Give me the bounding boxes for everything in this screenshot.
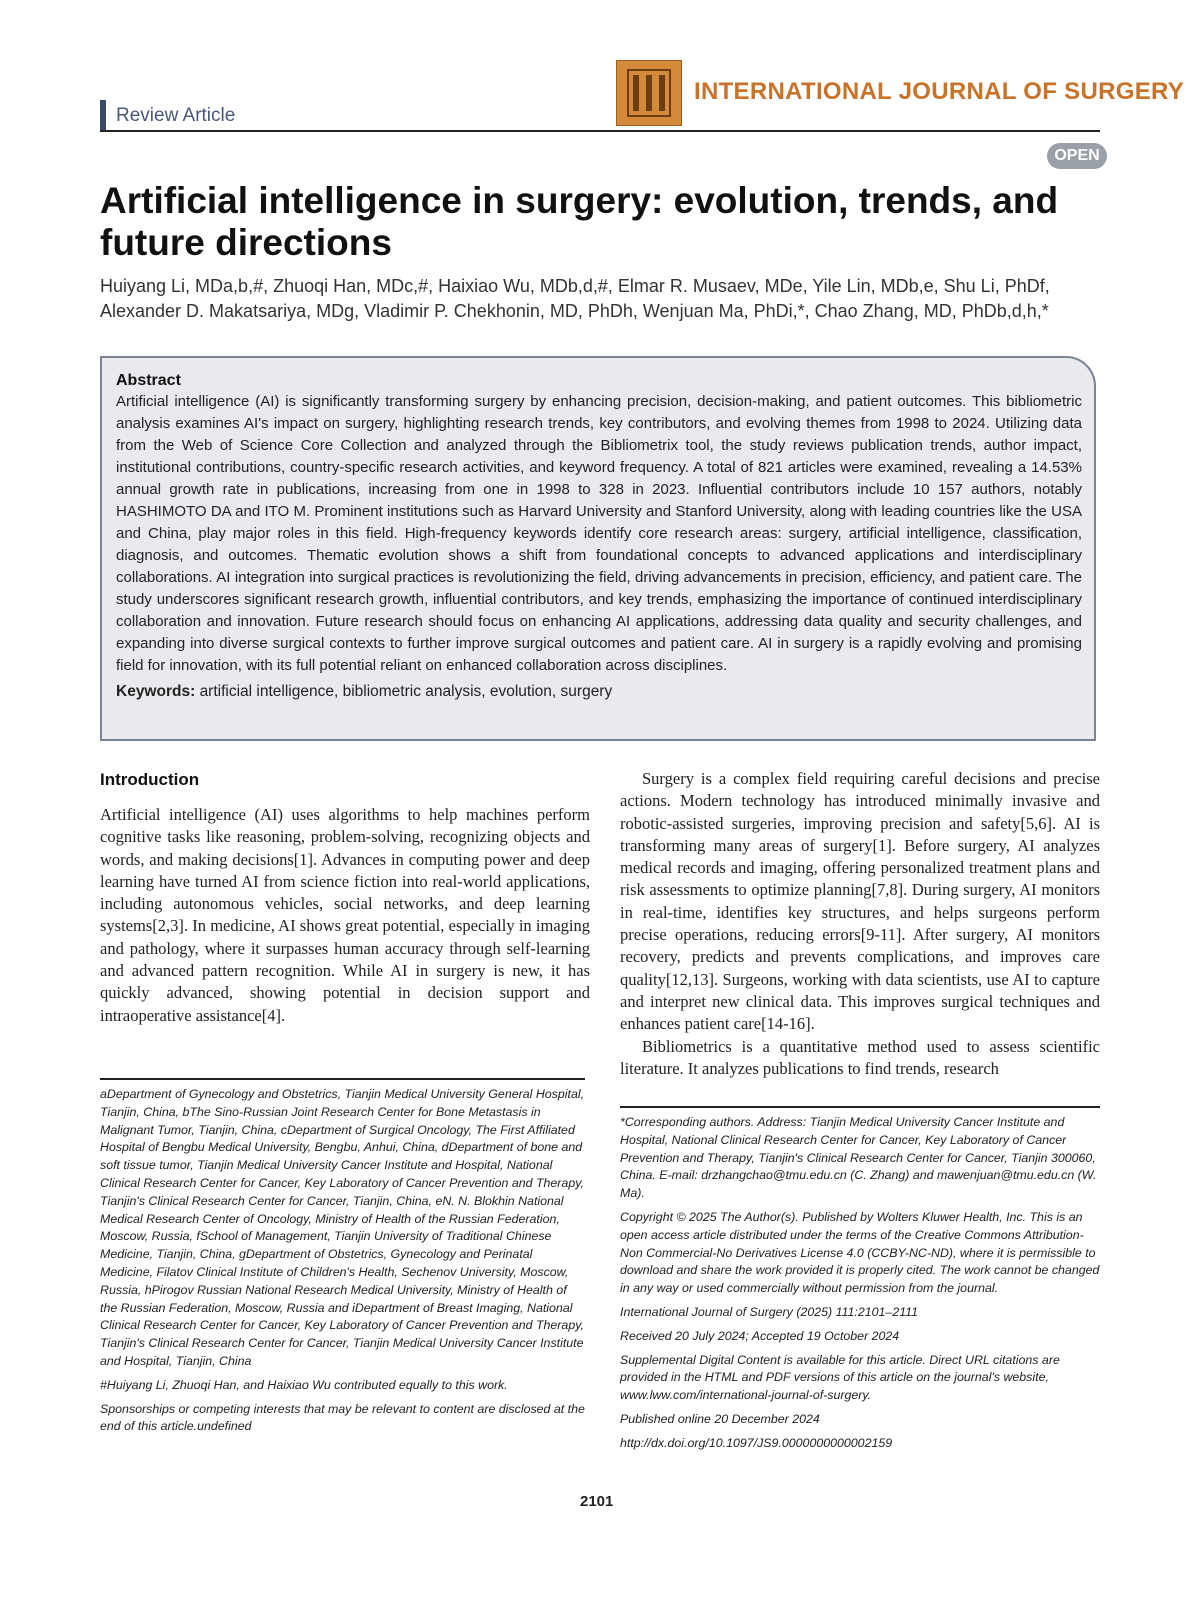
sponsorship-note: Sponsorships or competing interests that may be relevant to content are disclosed at the end of this article.undefined xyxy=(100,1401,585,1434)
abstract-heading: Abstract xyxy=(116,372,181,389)
keywords-label: Keywords: xyxy=(116,683,196,700)
author-line-1: Huiyang Li, MDa,b,#, Zhuoqi Han, MDc,#, Haixiao Wu, MDb,d,#, Elmar R. Musaev, MDe, Yile Lin, MDb,e, Shu Li, PhDf, xyxy=(100,276,1050,296)
open-access-badge: OPEN xyxy=(1047,143,1107,169)
received-note: Received 20 July 2024; Accepted 19 October 2024 xyxy=(620,1328,900,1343)
intro-paragraph-3: Bibliometrics is a quantitative method used to assess scientific literature. It analyzes publications to find trends, research xyxy=(620,1036,1100,1078)
author-line-2: Alexander D. Makatsariya, MDg, Vladimir P. Chekhonin, MD, PhDh, Wenjuan Ma, PhDi,*, Chao Zhang, MD, PhDb,d,h,* xyxy=(100,301,1049,321)
introduction-heading: Introduction xyxy=(100,770,200,789)
article-title: Artificial intelligence in surgery: evolution, trends, and future directions xyxy=(100,180,1059,263)
journal-name: INTERNATIONAL JOURNAL OF SURGERY xyxy=(694,78,1185,105)
body-column-right xyxy=(620,768,1100,1080)
supplemental-note: Supplemental Digital Content is available for this article. Direct URL citations are provided in the HTML and PDF versions of this article on the journal's website, www.lww.com/international-journal-of-surgery. xyxy=(620,1352,1060,1403)
citation-note: International Journal of Surgery (2025) 111:2101–2111 xyxy=(620,1304,919,1319)
doi-link[interactable]: http://dx.doi.org/10.1097/JS9.0000000000002159 xyxy=(620,1435,893,1450)
affiliations-note: aDepartment of Gynecology and Obstetrics, Tianjin Medical University General Hospital, Tianjin, China, bThe Sino-Russian Joint Research Center for Bone Metastasis in Malignant Tumor, Tianjin, China, cDepartment of Surgical Oncology, The First Affiliated Hospital of Bengbu Medical University, Bengbu, Anhui, China, dDepartment of bone and soft tissue tumor, Tianjin Medical University Cancer Institute and Hospital, National Clinical Research Center for Cancer, Key Laboratory of Cancer Prevention and Therapy, Tianjin's Clinical Research Center for Cancer, Tianjin, China, eN. N. Blokhin National Medical Research Center of Oncology, Ministry of Health of the Russian Federation, Moscow, Russia, fSchool of Management, Tianjin University of Traditional Chinese Medicine, Tianjin, China, gDepartment of Obstetrics, Gynecology and Perinatal Medicine, Filatov Clinical Institute of Children's Health, Sechenov University, Moscow, Russia, hPirogov Russian National Research Medical University, Ministry of Health of the Russian Federation, Moscow, Russia and iDepartment of Breast Imaging, National Clinical Research Center for Cancer, Key Laboratory of Cancer Prevention and Therapy, Tianjin's Clinical Research Center for Cancer, Tianjin Medical University Cancer Institute and Hospital, Tianjin, China xyxy=(100,1087,585,1368)
corresponding-note: *Corresponding authors. Address: Tianjin Medical University Cancer Institute and Hospital, National Clinical Research Center for Cancer, Key Laboratory of Cancer Prevention and Therapy, Tianjin's Clinical Research Center for Cancer, Tianjin 300060, China. E-mail: drzhangchao@tmu.edu.cn (C. Zhang) and mawenjuan@tmu.edu.cn (W. Ma). xyxy=(620,1115,1097,1201)
abstract-box xyxy=(100,356,1096,741)
footnote-divider-right xyxy=(620,1106,1100,1108)
body-column-left xyxy=(100,804,590,1027)
keywords-list: artificial intelligence, bibliometric analysis, evolution, surgery xyxy=(199,683,613,700)
journal-logo xyxy=(616,60,682,126)
copyright-note: Copyright © 2025 The Author(s). Published by Wolters Kluwer Health, Inc. This is an open access article distributed under the terms of the Creative Commons Attribution-Non Commercial-No Derivatives License 4.0 (CCBY-NC-ND), where it is permissible to download and share the work provided it is properly cited. The work cannot be changed in any way or used commercially without permission from the journal. xyxy=(620,1209,1100,1296)
footnotes-left xyxy=(100,1086,585,1442)
intro-paragraph-2: Surgery is a complex field requiring careful decisions and precise actions. Modern technology has introduced minimally invasive and robotic-assisted surgeries, improving precision and safety[5,6]. AI is transforming many areas of surgery[1]. Before surgery, AI analyzes medical records and imaging, offering personalized treatment plans and risk assessments to optimize planning[7,8]. During surgery, AI monitors in real-time, identifies key structures, and helps surgeons perform precise operations, reducing errors[9-11]. After surgery, AI monitors recovery, predicts and prevents complications, and improves care quality[12,13]. Surgeons, working with data scientists, use AI to capture and interpret new clinical data. This improves surgical techniques and enhances patient care[14-16]. xyxy=(620,769,1100,1034)
footnote-divider-left xyxy=(100,1078,585,1080)
footnotes-right xyxy=(620,1114,1102,1459)
published-note: Published online 20 December 2024 xyxy=(620,1411,820,1426)
equal-contribution-note: #Huiyang Li, Zhuoqi Han, and Haixiao Wu contributed equally to this work. xyxy=(100,1377,508,1392)
section-tag: Review Article xyxy=(100,100,235,130)
intro-paragraph-1: Artificial intelligence (AI) uses algorithms to help machines perform cognitive tasks like reasoning, problem-solving, recognizing objects and words, and making decisions[1]. Advances in computing power and deep learning have turned AI from science fiction into real-world applications, including autonomous vehicles, social networks, and deep learning systems[2,3]. In medicine, AI shows great potential, especially in imaging and pathology, where it surpasses human accuracy through self-learning and advanced pattern recognition. While AI in surgery is new, it has quickly advanced, showing potential in decision support and intraoperative assistance[4]. xyxy=(100,805,590,1025)
author-list xyxy=(100,274,1110,324)
page-number: 2101 xyxy=(580,1493,614,1510)
abstract-text: Artificial intelligence (AI) is significantly transforming surgery by enhancing precision, decision-making, and patient outcomes. This bibliometric analysis examines AI's impact on surgery, highlighting research trends, key contributors, and evolving themes from 1998 to 2024. Utilizing data from the Web of Science Core Collection and analyzed through the Bibliometrix tool, the study reviews publication trends, author impact, institutional contributions, country-specific research activities, and keyword frequency. A total of 821 articles were examined, revealing a 14.53% annual growth rate in publications, increasing from one in 1998 to 328 in 2023. Influential contributors include 10 157 authors, notably HASHIMOTO DA and ITO M. Prominent institutions such as Harvard University and Stanford University, along with leading countries like the USA and China, play major roles in this field. High-frequency keywords identify core research areas: surgery, artificial intelligence, classification, diagnosis, and outcomes. Thematic evolution shows a shift from foundational concepts to advanced applications and interdisciplinary collaborations. AI integration into surgical practices is revolutionizing the field, driving advancements in precision, efficiency, and patient care. The study underscores significant research growth, influential contributors, and key trends, emphasizing the importance of continued interdisciplinary collaboration and innovation. Future research should focus on enhancing AI applications, addressing data quality and security challenges, and expanding into diverse surgical contexts to further improve surgical outcomes and patient care. AI in surgery is a rapidly evolving and promising field for innovation, with its full potential reliant on enhanced collaboration across disciplines. xyxy=(116,393,1082,674)
header-divider xyxy=(100,130,1100,132)
keywords xyxy=(116,683,1082,701)
